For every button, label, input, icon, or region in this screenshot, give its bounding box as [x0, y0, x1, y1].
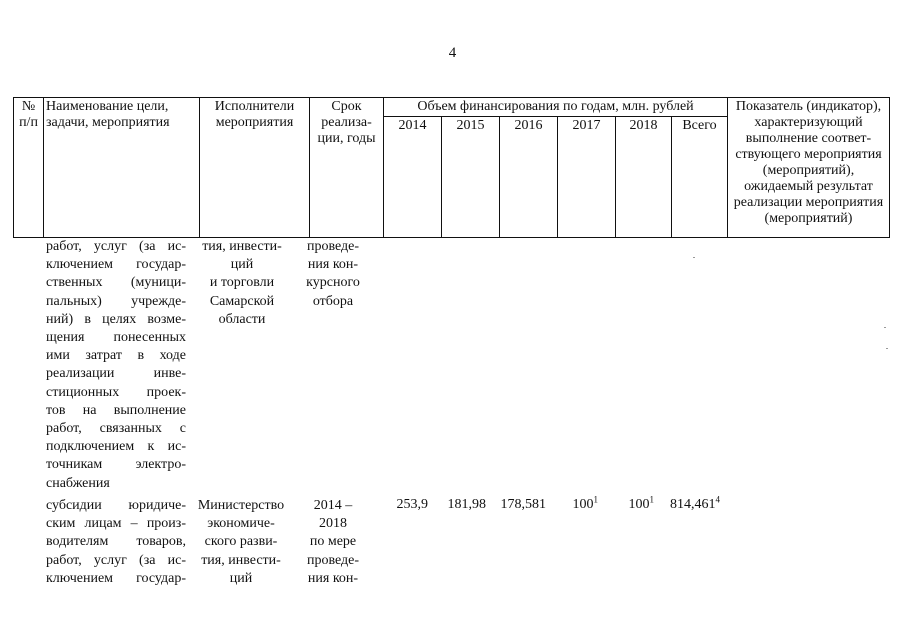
col-header-year: 2015: [442, 117, 500, 238]
scan-speck: [886, 348, 888, 349]
table-header: [13, 97, 890, 238]
row1-term: проведе- ния кон- курсного отбора: [306, 239, 360, 309]
col-header-indicator: Показатель (индикатор), характеризующий выполнение соответ-ствующего мероприятия (мероприятий), ожидаемый результат реализации мероприятия (мероприятий): [728, 98, 890, 238]
col-header-year: 2017: [558, 117, 616, 238]
row1-name: работ, услуг (за ис- ключением государ- ственных (муници- пальных) учрежде- ний) в целях возме- щения понесенных ими затрат в ходе реализации инве- стиционных проек- тов на выполнение работ, связанных с подключением к ис- точникам электро- снабжения: [46, 239, 186, 491]
row2-value-2016: 178,581: [500, 497, 546, 512]
row2-term: 2014 – 2018 по мере проведе- ния кон-: [306, 498, 360, 586]
page-number: 4: [448, 45, 457, 61]
col-header-funding: Объем финансирования по годам, млн. рублей: [384, 98, 728, 117]
footnote-mark: 1: [593, 494, 598, 505]
col-header-year: 2016: [500, 117, 558, 238]
col-header-executors: Исполнители мероприятия: [200, 98, 310, 238]
row2-value-2017: $100^1$: [572, 494, 598, 512]
row2-value-2015: 181,98: [447, 497, 486, 512]
col-header-total: Всего: [672, 117, 728, 238]
row2-executors: Министерство экономиче- ского разви- тия, инвести- ций: [197, 498, 285, 586]
col-header-num: № п/п: [14, 98, 44, 238]
footnote-mark: 4: [715, 494, 720, 505]
row2-name: субсидии юридиче- ским лицам – произ- водителям товаров, работ, услуг (за ис- ключением государ-: [46, 498, 186, 586]
scan-speck: [884, 327, 886, 328]
col-header-year: 2014: [384, 117, 442, 238]
row2-value-total: 814,461$^4$: [670, 494, 720, 512]
footnote-mark: 1: [649, 494, 654, 505]
col-header-year: 2018: [616, 117, 672, 238]
col-header-name: Наименование цели, задачи, мероприятия: [44, 98, 200, 238]
row1-executors: тия, инвести- ций и торговли Самарской области: [202, 239, 282, 327]
row2-value-2018: $100^1$: [628, 494, 654, 512]
scan-speck: [693, 257, 695, 258]
col-header-term: Срок реализа-ции, годы: [310, 98, 384, 238]
row2-value-2014: 253,9: [396, 497, 428, 512]
